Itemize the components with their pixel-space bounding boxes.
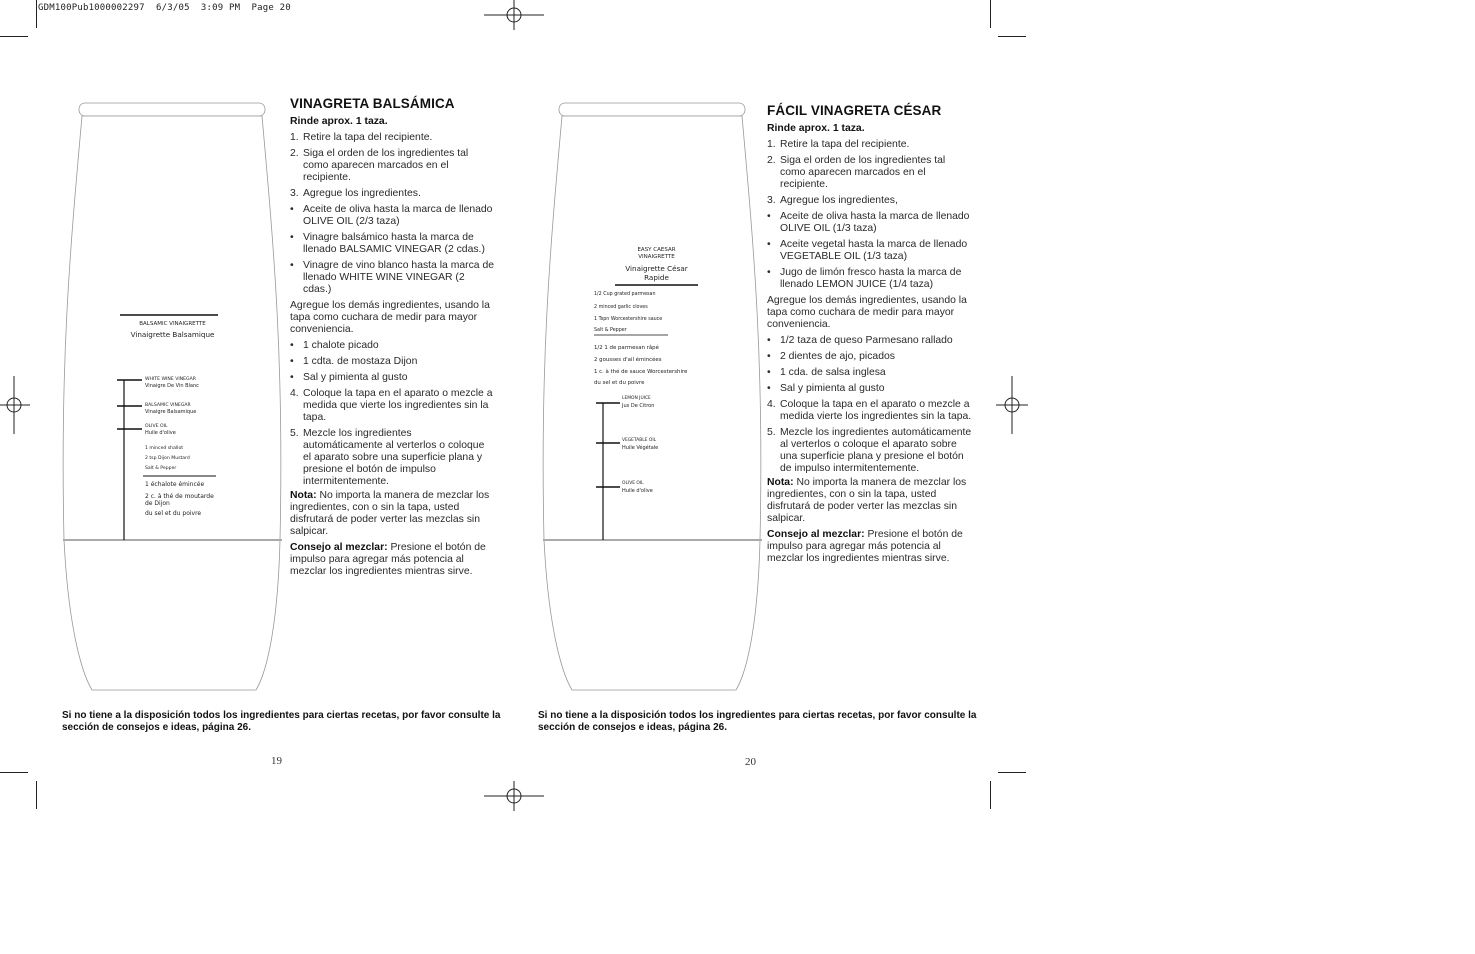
jar-label-title-fr-2: Rapide (644, 273, 669, 282)
jar-ingredient-fr-3: 1 c. à thé de sauce Worcestershire (594, 369, 688, 375)
step-3: 3. Agregue los ingredientes. (290, 188, 421, 199)
bullet-olive-oil: • Aceite de oliva hasta la marca de llenado OLIVE OIL (2/3 taza) (290, 204, 493, 227)
recipe-yield: Rinde aprox. 1 taza. (290, 116, 388, 127)
mixing-tip: Consejo al mezclar: Presione el botón de impulso para agregar más potencia al mezclar los ingredientes mientras sirve. (290, 542, 486, 577)
bullet-balsamic-vinegar: • Vinagre balsámico hasta la marca de llenado BALSAMIC VINEGAR (2 cdas.) (290, 232, 485, 255)
jar-mark-vegetable-fr: Huile Végétale (622, 445, 659, 451)
jar-mark-white-wine-en: WHITE WINE VINEGAR (145, 377, 196, 382)
jar-ingredient-en-1: 1/2 Cup grated parmesan (594, 292, 656, 297)
jar-ingredient-fr-1: 1/2 1 de parmesan râpé (594, 345, 659, 351)
jar-ingredient-fr-4: du sel et du poivre (594, 380, 645, 386)
jar-ingredient-fr-2a: 2 c. à thé de moutarde (145, 493, 214, 500)
jar-mark-balsamic-en: BALSAMIC VINEGAR (145, 403, 191, 408)
bullet-dijon: • 1 cdta. de mostaza Dijon (290, 356, 418, 367)
jar-mark-lemon-fr: Jus De Citron (622, 403, 655, 409)
step-2: 2. Siga el orden de los ingredientes tal como aparecen marcados en el recipiente. (290, 148, 469, 183)
recipe-balsamic (290, 98, 494, 582)
footnote-right: Si no tiene a la disposición todos los ingredientes para ciertas recetas, por favor consulte la sección de consejos e ideas, página 26. (538, 710, 977, 733)
jar-mark-olive-en: OLIVE OIL (145, 424, 168, 429)
jar-label-title-fr: Vinaigrette Balsamique (130, 330, 215, 339)
step-4: 4. Coloque la tapa en el aparato o mezcle a medida vierte los ingredientes sin la tapa. (767, 399, 972, 422)
bullet-salt-pepper: • Sal y pimienta al gusto (767, 383, 885, 394)
paragraph-add-remaining: Agregue los demás ingredientes, usando la tapa como cuchara de medir para mayor conveniencia. (290, 300, 490, 335)
jar-ingredient-en-3: 1 Tspn Worcestershire sauce (594, 317, 663, 322)
recipe-title: VINAGRETA BALSÁMICA (290, 96, 455, 111)
step-4: 4. Coloque la tapa en el aparato o mezcle a medida que vierte los ingredientes sin la tapa. (290, 388, 493, 423)
jar-label-title-en: BALSAMIC VINAIGRETTE (139, 321, 206, 327)
print-slug: GDM100Pub1000002297 6/3/05 3:09 PM Page 20 (38, 3, 291, 13)
step-5: 5. Mezcle los ingredientes automáticamente al verterlos o coloque el aparato sobre una superficie plana y presione el botón de impulso intermitentemente. (290, 428, 485, 487)
jar-mark-vegetable-en: VEGETABLE OIL (622, 438, 657, 443)
jar-ingredient-en-1: 1 minced shallot (145, 446, 184, 451)
step-5: 5. Mezcle los ingredientes automáticamente al verterlos o coloque el aparato sobre una superficie plana y presione el botón de impulso intermitentemente. (767, 427, 972, 474)
jar-ingredient-fr-3: du sel et du poivre (145, 510, 202, 517)
step-2: 2. Siga el orden de los ingredientes tal como aparecen marcados en el recipiente. (767, 155, 946, 190)
paragraph-add-remaining: Agregue los demás ingredientes, usando la tapa como cuchara de medir para mayor conveniencia. (767, 295, 967, 330)
jar-mark-balsamic-fr: Vinaigre Balsamique (145, 409, 197, 415)
bullet-vegetable-oil: • Aceite vegetal hasta la marca de llenado VEGETABLE OIL (1/3 taza) (767, 239, 968, 262)
jar-mark-olive-fr: Huile d'olive (622, 488, 653, 494)
registration-mark-bottom (484, 781, 544, 811)
bullet-parmesan: • 1/2 taza de queso Parmesano rallado (767, 335, 953, 346)
mixing-tip: Consejo al mezclar: Presione el botón de impulso para agregar más potencia al mezclar los ingredientes mientras sirve. (767, 529, 963, 564)
bullet-shallot: • 1 chalote picado (290, 340, 379, 351)
jar-label-title-en-1: EASY CAESAR (637, 247, 676, 253)
jar-ingredient-en-2: 2 tsp Dijon Mustard (145, 456, 190, 461)
jar-ingredient-fr-1: 1 échalote émincée (145, 481, 205, 488)
bullet-lemon-juice: • Jugo de limón fresco hasta la marca de llenado LEMON JUICE (1/4 taza) (767, 267, 962, 290)
recipe-caesar (767, 105, 973, 569)
bullet-white-wine-vinegar: • Vinagre de vino blanco hasta la marca de llenado WHITE WINE VINEGAR (2 cdas.) (290, 260, 495, 295)
jar-ingredient-fr-2b: de Dijon (145, 500, 170, 507)
registration-mark-right (996, 376, 1028, 434)
note: Nota: No importa la manera de mezclar los ingredientes, con o sin la tapa, usted disfrutará de poder verter las mezclas sin salpicar. (767, 477, 967, 524)
jar-mark-lemon-en: LEMON JUICE (622, 396, 651, 401)
step-1: 1. Retire la tapa del recipiente. (290, 132, 433, 143)
jar-ingredient-en-2: 2 minced garlic cloves (594, 305, 648, 310)
step-1: 1. Retire la tapa del recipiente. (767, 139, 910, 150)
recipe-title: FÁCIL VINAGRETA CÉSAR (767, 103, 942, 118)
jar-mark-olive-en: OLIVE OIL (622, 481, 644, 486)
bullet-salt-pepper: • Sal y pimienta al gusto (290, 372, 408, 383)
jar-ingredient-en-4: Salt & Pepper (594, 328, 627, 333)
jar-mark-olive-fr: Huile d'olive (145, 430, 176, 436)
bullet-garlic: • 2 dientes de ajo, picados (767, 351, 895, 362)
page-number-left: 19 (271, 755, 282, 767)
note: Nota: No importa la manera de mezclar los ingredientes, con o sin la tapa, usted disfrutará de poder verter las mezclas sin salpicar. (290, 490, 490, 537)
jar-label-title-fr-1: Vinaigrette César (625, 264, 688, 273)
registration-mark-left (0, 376, 30, 434)
footnote-left: Si no tiene a la disposición todos los ingredientes para ciertas recetas, por favor consulte la sección de consejos e ideas, página 26. (62, 710, 501, 733)
bullet-olive-oil: • Aceite de oliva hasta la marca de llenado OLIVE OIL (1/3 taza) (767, 211, 970, 234)
jar-mark-white-wine-fr: Vinaigre De Vin Blanc (145, 383, 199, 389)
jar-ingredient-fr-2: 2 gousses d'ail émincées (594, 357, 662, 363)
recipe-yield: Rinde aprox. 1 taza. (767, 123, 865, 134)
page-number-right: 20 (745, 756, 756, 768)
jar-label-title-en-2: VINAIGRETTE (638, 254, 675, 260)
step-3: 3. Agregue los ingredientes, (767, 195, 898, 206)
jar-ingredient-en-3: Salt & Pepper (145, 466, 177, 471)
registration-mark-top (484, 0, 544, 30)
bullet-worcestershire: • 1 cda. de salsa inglesa (767, 367, 886, 378)
